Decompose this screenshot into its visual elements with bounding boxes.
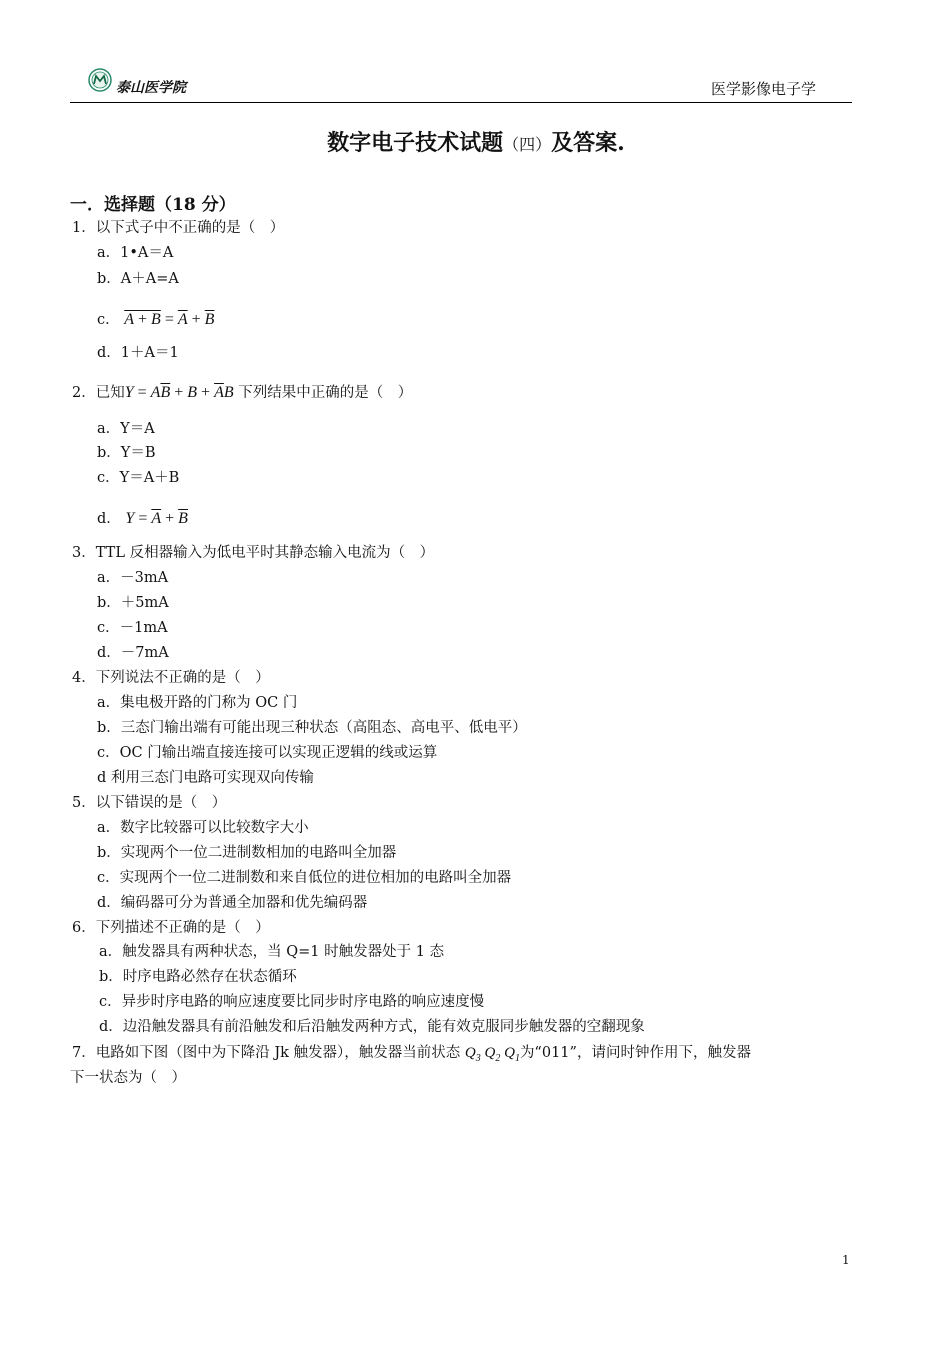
question-4: 4．下列说法不正确的是（ ） bbox=[72, 670, 270, 686]
q6-option-b: b．时序电路必然存在状态循环 bbox=[99, 969, 297, 985]
q6-option-d: d．边沿触发器具有前沿触发和后沿触发两种方式，能有效克服同步触发器的空翻现象 bbox=[99, 1019, 645, 1035]
title-paren: （四） bbox=[503, 135, 552, 154]
q3-option-b: b．＋5mA bbox=[97, 595, 169, 611]
school-name: 泰山医学院 bbox=[116, 80, 186, 96]
q3-option-c: c．－1mA bbox=[97, 620, 168, 636]
title-main: 数字电子技术试题 bbox=[327, 130, 504, 156]
q1-option-c bbox=[97, 310, 214, 330]
title-tail: 及答案. bbox=[551, 130, 625, 156]
q2-option-b: b．Y＝B bbox=[97, 445, 156, 461]
q1-option-d: d．1＋A＝1 bbox=[97, 345, 179, 361]
q4-option-d: d 利用三态门电路可实现双向传输 bbox=[97, 770, 314, 786]
q2-option-a: a．Y＝A bbox=[97, 421, 155, 437]
q5-option-c: c．实现两个一位二进制数和来自低位的进位相加的电路叫全加器 bbox=[97, 870, 512, 886]
q2-option-d-label: d． bbox=[97, 511, 121, 527]
q6-option-c: c．异步时序电路的响应速度要比同步时序电路的响应速度慢 bbox=[99, 994, 485, 1010]
question-3: 3．TTL 反相器输入为低电平时其静态输入电流为（ ） bbox=[72, 545, 435, 561]
q2-option-d-formula: $Y = \overline{A} + \overline{B}$ bbox=[125, 510, 188, 527]
section-heading: 一．选择题（18 分） bbox=[70, 195, 236, 215]
q7-prefix: 7．电路如下图（图中为下降沿 Jk 触发器），触发器当前状态 bbox=[72, 1045, 461, 1061]
question-7-line2: 下一状态为（ ） bbox=[70, 1070, 186, 1086]
q4-option-c: c．OC 门输出端直接连接可以实现正逻辑的线或运算 bbox=[97, 745, 438, 761]
q4-option-b: b．三态门输出端有可能出现三种状态（高阻态、高电平、低电平） bbox=[97, 720, 527, 736]
course-name: 医学影像电子学 bbox=[710, 80, 816, 98]
question-1: 1．以下式子中不正确的是（ ） bbox=[72, 220, 285, 236]
q1-option-c-formula: $A + B = \overline{A} + \overline{B}$ bbox=[124, 311, 215, 328]
q5-option-d: d．编码器可分为普通全加器和优先编码器 bbox=[97, 895, 368, 911]
q2-option-d bbox=[97, 509, 188, 529]
q2-suffix: 下列结果中正确的是（ ） bbox=[238, 385, 413, 401]
q1-option-c-label: c． bbox=[97, 312, 120, 328]
q2-option-c: c．Y＝A＋B bbox=[97, 470, 180, 486]
q1-option-b: b．A＋A=A bbox=[97, 271, 179, 287]
q7-state-formula: $Q_3$ $Q_2$ $Q_1$ bbox=[464, 1045, 520, 1064]
q5-option-a: a．数字比较器可以比较数字大小 bbox=[97, 820, 309, 836]
question-6: 6．下列描述不正确的是（ ） bbox=[72, 920, 270, 936]
q3-option-d: d．－7mA bbox=[97, 645, 169, 661]
page-header bbox=[70, 68, 852, 103]
q3-option-a: a．－3mA bbox=[97, 570, 169, 586]
school-logo-icon bbox=[88, 68, 112, 92]
q2-formula: $Y = A\overline{B} + B + \overline{A}B$ bbox=[124, 384, 234, 401]
q5-option-b: b．实现两个一位二进制数相加的电路叫全加器 bbox=[97, 845, 397, 861]
page-number: 1 bbox=[842, 1253, 850, 1267]
page-title bbox=[0, 126, 952, 157]
question-5: 5．以下错误的是（ ） bbox=[72, 795, 227, 811]
q7-suffix: 为“011”，请问时钟作用下，触发器 bbox=[519, 1045, 751, 1061]
q4-option-a: a．集电极开路的门称为 OC 门 bbox=[97, 695, 298, 711]
q2-prefix: 2．已知 bbox=[72, 385, 125, 401]
question-7 bbox=[72, 1043, 751, 1069]
q6-option-a: a．触发器具有两种状态，当 Q=1 时触发器处于 1 态 bbox=[99, 944, 445, 960]
q1-option-a: a．1•A＝A bbox=[97, 245, 174, 261]
question-2 bbox=[72, 383, 412, 403]
